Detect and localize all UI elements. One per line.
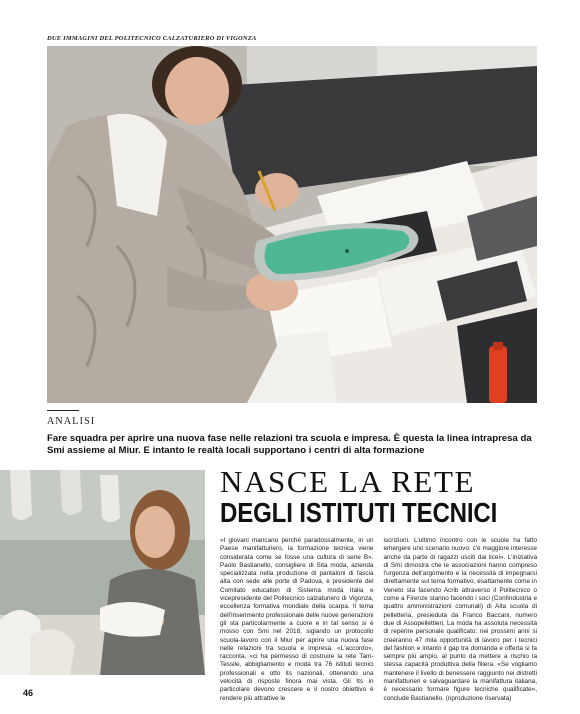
section-label: ANALISI <box>47 416 96 427</box>
lede-text: Fare squadra per aprire una nuova fase nelle relazioni tra scuola e impresa. È questa la linea intrapresa da Smi assieme al Miur. E intanto le realtà locali supportano i centri di alta formazione <box>47 433 532 457</box>
article-column-1 <box>220 537 374 702</box>
page-number: 46 <box>23 688 34 698</box>
article-body <box>220 537 537 702</box>
main-photo-illustration <box>47 46 537 403</box>
headline-line-1: NASCE LA RETE <box>220 464 476 499</box>
section-rule <box>47 410 79 411</box>
article-column-1-text: «I giovani mancano perché paradossalmente, in un Paese manifatturiero, la formazione tecnica viene considerata come se fosse una cultura di serie B». Paolo Bastianello, consigliere di Sita moda, azienda specializzata nella produzione di pantaloni di fascia alta con sede alle porte di Padova, è presidente del Comitato education di Sistema moda Italia e vicepresidente del Politecnico calzaturiero di Vigonza, eccellenza formativa mondiale della scarpa. Il tema dell'inserimento professionale delle nuove generazioni gli sta particolarmente a cuore e in tal senso si è mosso con Smi nel 2018, siglando un protocollo scuola-lavoro con il Miur per aprire una nuova fase nelle relazioni tra scuola e impresa. «L'accordo», racconta, «ci ha permesso di costruire la rete Tam-Tessile, abbigliamento e moda tra 76 istituti tecnici professionali e otto its nazionali, ottenendo una velocità di risposte finora mai vista. Gli Its in particolare devono crescere e il nostro obiettivo è rendere più attrattive le <box>220 537 374 702</box>
side-photo <box>0 470 205 675</box>
article-column-2-text: iscrizioni. L'ultimo incontro con le scuole ha fatto emergere uno scenario nuovo: c'è maggiore interesse anche da parte di ragazzi usciti dai licei». L'iniziativa di Smi dimostra che le associazioni hanno compreso l'urgenza dell'argomento e la necessità di impegnarsi direttamente sul tema formativo, esattamente come in Veneto sta facendo Acrib attraverso il Politecnico o come a Firenze stanno facendo i soci (Confindustria e quattro amministrazioni comunali) di Alta scuola di pelletteria, presieduta da Franco Baccani, numero due di Assopellettieri. La moda ha assoluta necessità di reperire personale qualificato: nei prossimi anni si creeranno 47 mila opportunità di lavoro per i tecnici del fashion e intanto il gap tra domanda e offerta si fa sempre più ampio, al punto da mettere a rischio la stessa capacità produttiva della filiera. «Se vogliamo mantenere il livello di benessere raggiunto nei distretti manifatturieri e salvaguardare la manifattura italiana, è necessario formare figure tecniche qualificate», conclude Bastianello. (riproduzione riservata) <box>383 537 537 702</box>
article-column-2 <box>383 537 538 702</box>
side-photo-illustration <box>0 470 205 675</box>
headline-line-2: DEGLI ISTITUTI TECNICI <box>220 497 498 528</box>
main-photo <box>47 46 537 403</box>
photo-caption: DUE IMMAGINI DEL POLITECNICO CALZATURIERO DI VIGONZA <box>47 35 257 42</box>
